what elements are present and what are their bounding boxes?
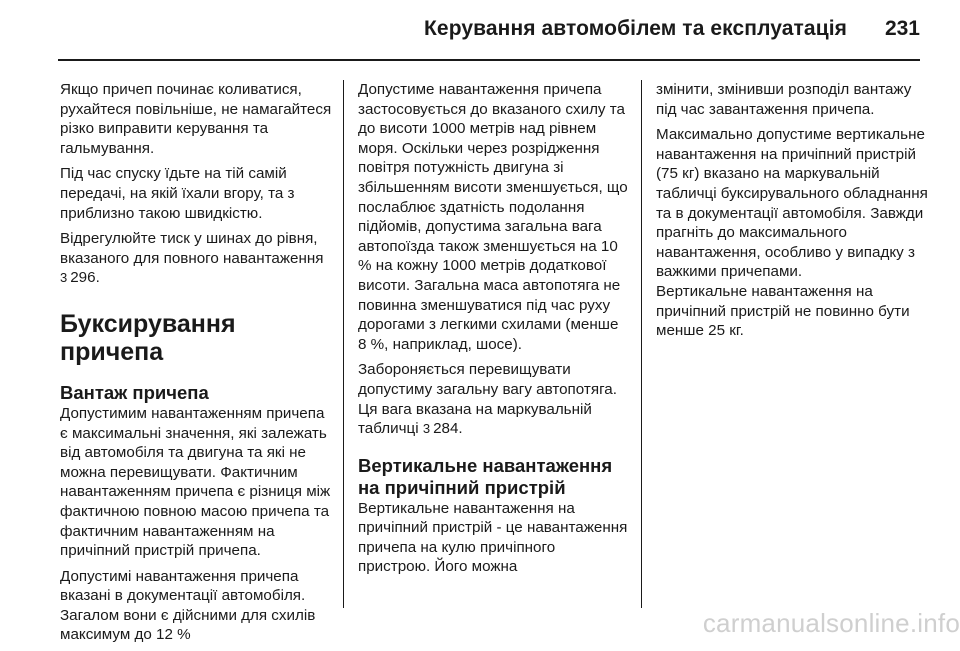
column-divider-1 [343,80,344,608]
paragraph: Допустиме навантаження причепа застосовується до вказаного схилу та до висоти 1000 метрів над рівнем моря. Оскільки через розрідження повітря потужність двигуна зі збільшенням висоти зменшується, що послаблює здатність подолання підйомів, допустима загальна вага автопоїзда також зменшується на 10 % на кожну 1000 метрів додаткової висоти. Загальна маса автопотяга не повинна зменшуватися під час руху дорогами з легкими схилами (менше 8 %, наприклад, шосе). [358,81,628,353]
page-header [0,0,960,58]
subsection-heading: Вертикальне навантаження на причіпний пристрій [358,454,613,498]
paragraph: Допустимим навантаженням причепа є максимальні значення, які залежать від автомобіля та двигуна та які не можна перевищувати. Фактичним навантаженням причепа є різниця між фактичною повною масою причепа та фактичним навантаженням на причіпний пристрій причепа. [60,404,331,560]
page-title: Керування автомобілем та експлуатація [424,17,847,40]
text-column-3 [656,80,932,347]
page-reference-link[interactable]: 296. [70,269,100,287]
column-divider-2 [641,80,642,608]
watermark: carmanualsonline.info [702,608,960,638]
subsection-heading: Вантаж причепа [60,381,209,403]
paragraph [358,360,630,438]
page-reference-icon: 3 [60,270,68,286]
text-column-2 [358,80,630,583]
paragraph-text: Забороняється перевищувати допустиму загальну вагу автопотяга. Ця вага вказана на маркувальній табличці [358,361,617,438]
paragraph: Вертикальне навантаження на причіпний пристрій - це навантаження причепа на кулю причіпного пристрою. Його можна [358,499,628,576]
paragraph: Під час спуску їдьте на тій самій передачі, на якій їхали вгору, та з приблизно такою швидкістю. [60,165,295,222]
page-reference-link[interactable]: 284. [433,420,463,438]
page-number: 231 [884,17,920,40]
paragraph-text: Відрегулюйте тиск у шинах до рівня, вказаного для повного навантаження [60,230,324,267]
paragraph [60,229,332,288]
header-divider [58,59,920,61]
page-reference-icon: 3 [422,421,431,437]
section-heading: Буксирування причепа [60,309,236,366]
text-column-1 [60,80,332,651]
paragraph: змінити, змінивши розподіл вантажу під час завантаження причепа. [656,81,912,118]
paragraph: Якщо причеп починає коливатися, рухайтеся повільніше, не намагайтеся різко виправити керування та гальмування. [60,81,332,157]
paragraph: Вертикальне навантаження на причіпний пристрій не повинно бути менше 25 кг. [656,282,910,340]
paragraph: Допустимі навантаження причепа вказані в документації автомобіля. Загалом вони є дійсними для схилів максимум до 12 % [60,567,316,644]
paragraph: Максимально допустиме вертикальне навантаження на причіпний пристрій (75 кг) вказано на маркувальній табличці буксирувального обладнання та в документації автомобіля. Завжди прагніть до максимального навантаження, особливо у випадку з важкими причепами. [656,126,928,281]
